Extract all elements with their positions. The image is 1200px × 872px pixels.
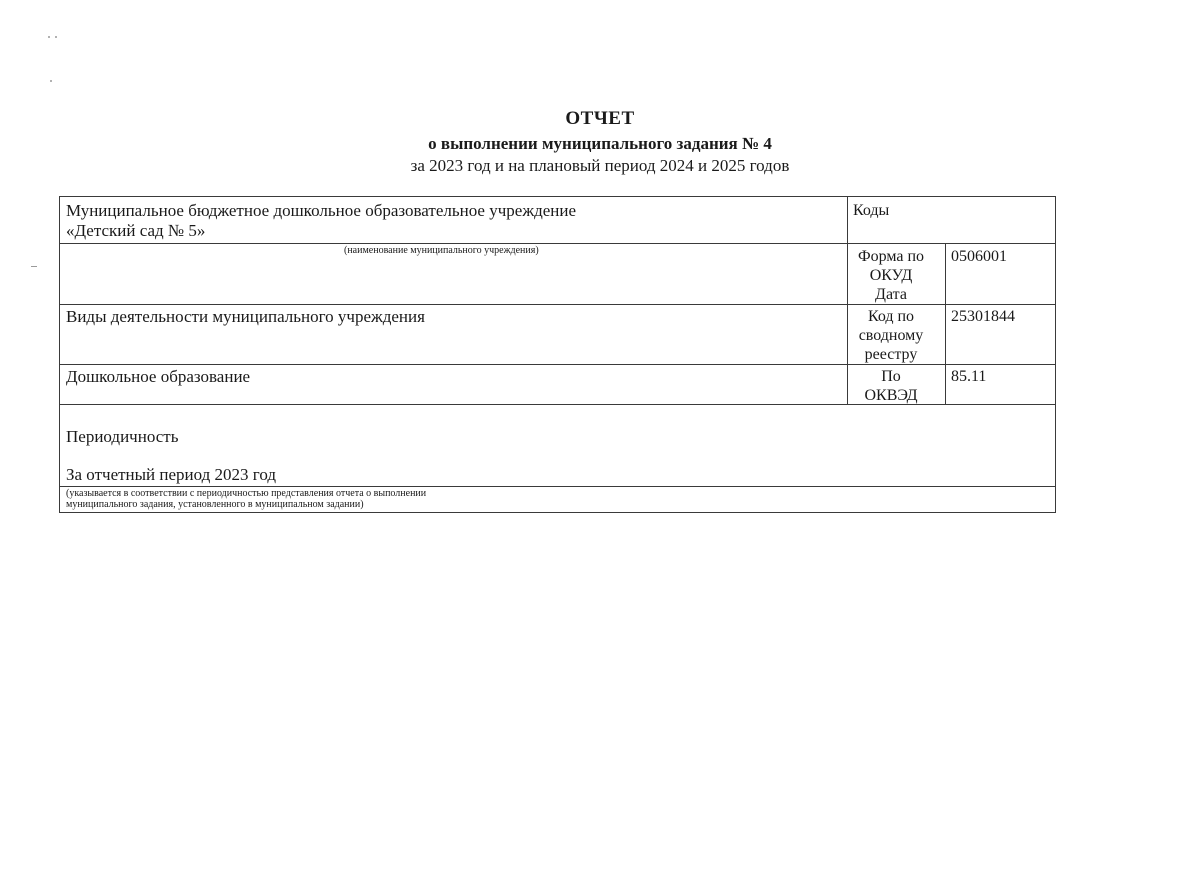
registry-label (849, 307, 933, 364)
row-divider (60, 304, 1055, 305)
okved-value: 85.11 (951, 368, 987, 385)
registry-label-line1: Код по (867, 308, 915, 325)
okud-label-line1: Форма по (857, 248, 925, 265)
report-subtitle: о выполнении муниципального задания № 4 (428, 134, 772, 153)
scan-speck (48, 36, 50, 38)
okved-label (849, 367, 933, 405)
report-title: ОТЧЕТ (565, 108, 635, 129)
institution-name-line2: «Детский сад № 5» (66, 221, 206, 240)
okud-label (849, 247, 933, 304)
periodicity-value: За отчетный период 2023 год (66, 465, 277, 484)
periodicity-label: Периодичность (66, 427, 179, 446)
periodicity-note-line2: муниципального задания, установленного в муниципальном задании) (66, 499, 364, 510)
activities-label: Виды деятельности муниципального учреждения (66, 307, 425, 326)
activity-value: Дошкольное образование (66, 367, 251, 386)
institution-name-caption: (наименование муниципального учреждения) (344, 245, 539, 256)
okud-value: 0506001 (951, 248, 1007, 265)
row-divider (60, 243, 1055, 244)
codes-header: Коды (853, 202, 890, 219)
okved-label-line1: По (881, 368, 901, 385)
row-divider (60, 486, 1055, 487)
values-column-divider (945, 243, 946, 404)
okved-label-line2: ОКВЭД (864, 387, 918, 404)
scan-speck (50, 80, 52, 82)
registry-label-line2: сводному (858, 327, 924, 344)
row-divider (60, 364, 1055, 365)
institution-name-line1: Муниципальное бюджетное дошкольное образовательное учреждение (66, 201, 576, 220)
registry-label-line3: реестру (864, 346, 918, 363)
scan-speck (31, 266, 37, 267)
registry-value: 25301844 (951, 308, 1015, 325)
codes-column-divider (847, 197, 848, 404)
report-period: за 2023 год и на плановый период 2024 и 2025 годов (410, 156, 790, 175)
date-label: Дата (875, 286, 907, 303)
okud-label-line2: ОКУД (869, 267, 913, 284)
scan-speck (55, 36, 57, 38)
report-form-table (59, 196, 1056, 513)
periodicity-note-line1: (указывается в соответствии с периодичностью представления отчета о выполнении (66, 488, 427, 499)
